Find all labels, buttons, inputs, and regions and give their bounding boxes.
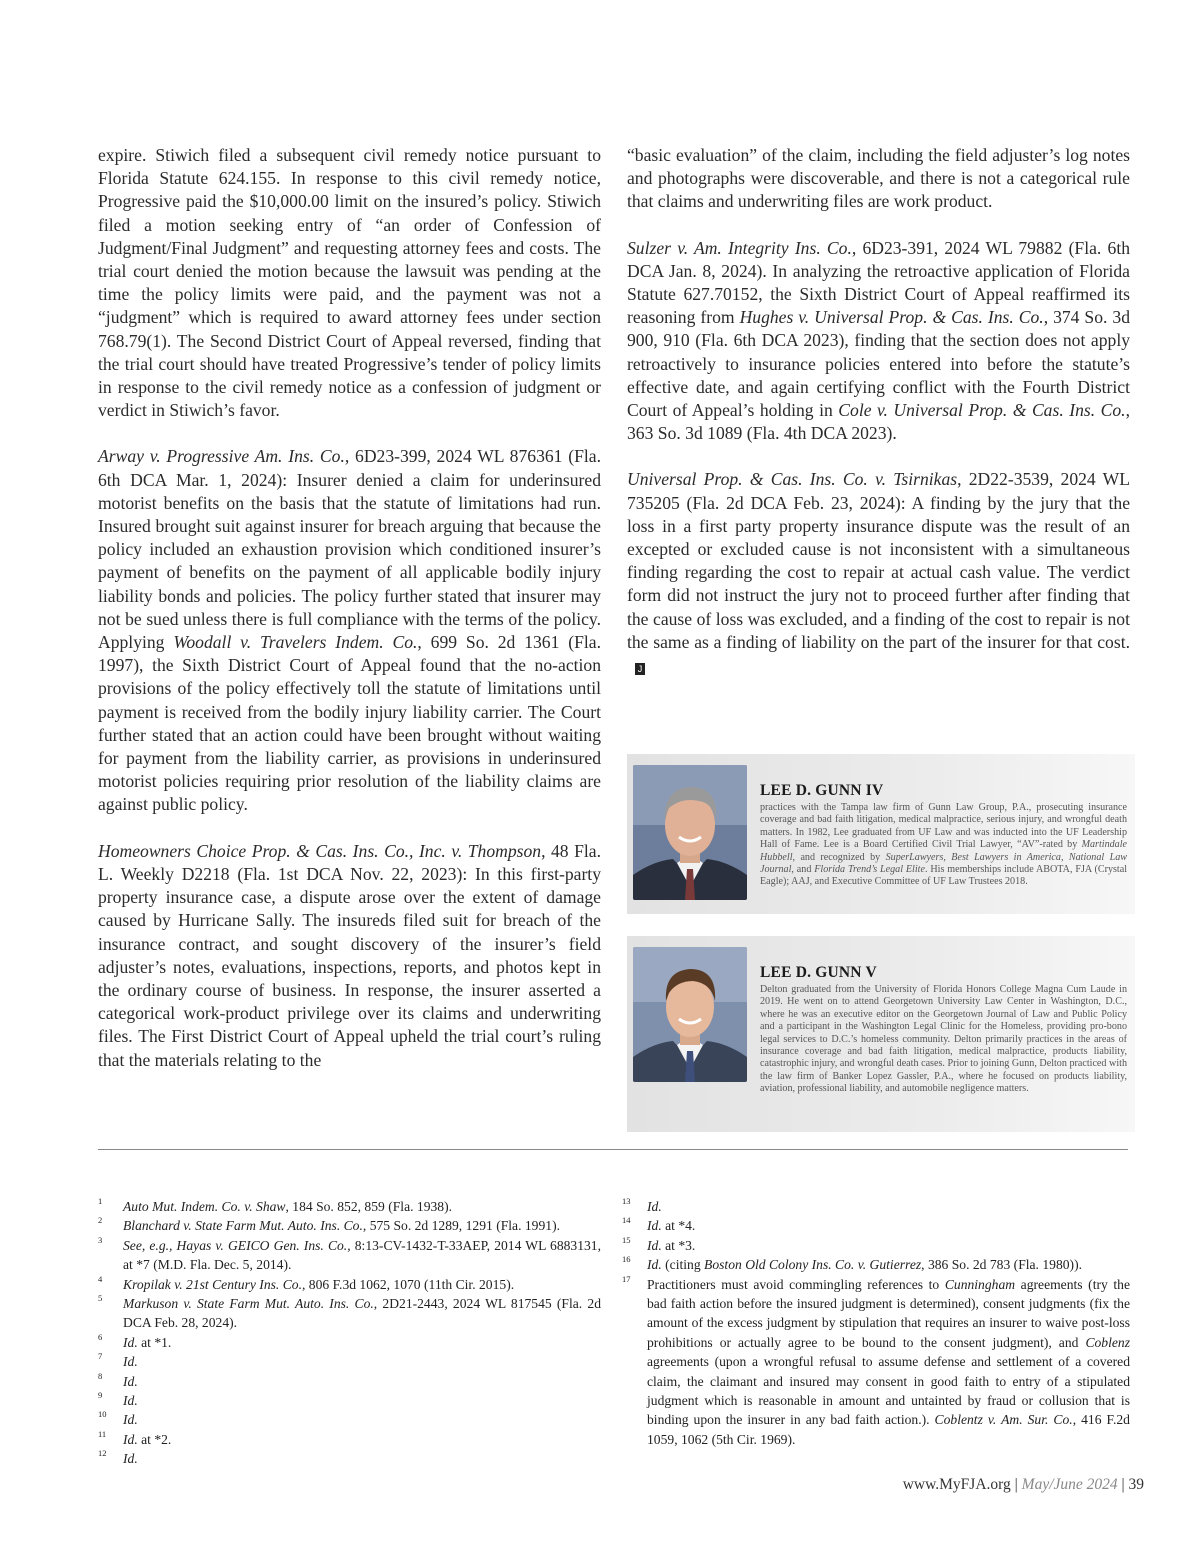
author-bio-gunn-iv: [627, 754, 1135, 914]
text: , 48 Fla. L. Weekly D2218 (Fla. 1st DCA Nov. 22, 2023): In this first-party property insurance case, a dispute arose over the extent of damage caused by Hurricane Sally. The insureds filed suit for breach of the insurance contract, and sought discovery of the insurer’s field adjuster’s notes, evaluations, inspections, reports, and photos kept in the ordinary course of business. In response, the insurer asserted a categorical work-product privilege over its claims and underwriting files. The First District Court of Appeal upheld the trial court’s ruling that the materials relating to the: [98, 840, 602, 1070]
text: Coblenz: [1085, 1334, 1130, 1350]
footnote-number: 15: [622, 1234, 631, 1245]
footnote: [98, 1449, 601, 1468]
right-column: [627, 144, 1130, 677]
footnote: [98, 1216, 601, 1235]
text: Id.: [647, 1199, 662, 1214]
text: , 575 So. 2d 1289, 1291 (Fla. 1991).: [362, 1218, 560, 1234]
case-name: Universal Prop. & Cas. Ins. Co. v. Tsirnikas: [627, 469, 958, 490]
text: Auto Mut. Indem. Co. v. Shaw: [123, 1199, 286, 1214]
text: , 6D23-399, 2024 WL 876361 (Fla. 6th DCA Mar. 1, 2024): Insurer denied a claim for underinsured motorist benefits on the basis that the statute of limitations had run. Insured brought suit against insurer for breach arguing that because the policy included an exhaustion provision which conditioned insurer’s payment of benefits on the payment of all applicable bodily injury liability bonds and policies. The policy further stated that insurer may not be sued unless there is full compliance with the terms of the policy. Applying: [98, 446, 601, 653]
footnote: [622, 1236, 1130, 1255]
footnote: [98, 1410, 601, 1429]
text: Id.: [123, 1334, 138, 1350]
text: Boston Old Colony Ins. Co. v. Gutierrez: [704, 1257, 922, 1273]
text: (citing: [661, 1257, 705, 1273]
footnote: [98, 1294, 601, 1333]
website-link[interactable]: www.MyFJA.org: [902, 1476, 1011, 1493]
text: Blanchard v. State Farm Mut. Auto. Ins. Co.: [123, 1218, 363, 1234]
footnote: [98, 1236, 601, 1275]
footnote-number: 7: [98, 1351, 103, 1362]
text: Practitioners must avoid commingling references to: [647, 1276, 945, 1292]
paragraph-stiwich: expire. Stiwich filed a subsequent civil remedy notice pursuant to Florida Statute 624.155. In response to this civil remedy notice, Progressive paid the $10,000.00 limit on the insured’s policy. Stiwich filed a motion seeking entry of “an order of Confession of Judgment/Final Judgment” and requesting attorney fees and costs. The trial court denied the motion because the lawsuit was pending at the time the policy limits were paid, and the payment was not a “judgment” which is required to award attorney fees under section 768.79(1). The Second District Court of Appeal reversed, finding that the trial court should have treated Progressive’s tender of policy limits in response to the civil remedy notice as a confession of judgment or verdict in Stiwich’s favor.: [98, 145, 601, 421]
case-name: Hughes v. Universal Prop. & Cas. Ins. Co.: [739, 307, 1044, 328]
text: Kropilak v. 21st Century Ins. Co.: [123, 1276, 302, 1292]
text: agreements (upon a wrongful refusal to assume defense and settlement of a covered claim, the claimant and insured may consent in good faith to entry of a stipulated judgment which is reasonable in amount and untainted by fraud or collusion that is binding upon the insurer in any bad faith action.).: [647, 1354, 1130, 1428]
text: , 6D23-391, 2024 WL 79882 (Fla. 6th DCA Jan. 8, 2024). In analyzing the retroactive application of Florida Statute 627.70152, the Sixth District Court of Appeal reaffirmed its reasoning from: [627, 237, 1130, 328]
footnotes-left: [98, 1197, 601, 1469]
text: at *4.: [661, 1218, 696, 1234]
text: , 363 So. 3d 1089 (Fla. 4th DCA 2023).: [627, 400, 1130, 444]
footnote-number: 13: [622, 1196, 631, 1206]
end-mark-icon: J: [635, 663, 645, 675]
separator: |: [1010, 1476, 1022, 1493]
case-name: Arway v. Progressive Am. Ins. Co.: [98, 446, 345, 467]
left-column: [98, 144, 601, 1072]
portrait-icon: [633, 947, 747, 1082]
text: , 184 So. 852, 859 (Fla. 1938).: [285, 1199, 453, 1214]
text: Martindale Hubbell: [760, 839, 1127, 863]
case-name: Woodall v. Travelers Indem. Co.: [173, 632, 418, 653]
text: , 374 So. 3d 900, 910 (Fla. 6th DCA 2023), finding that the section does not apply retroactively to insurance policies entered into before the statute’s effective date, and again certifying conflict with the Fourth District Court of Appeal’s holding in: [627, 307, 1130, 421]
text: Id.: [123, 1373, 138, 1389]
footnote: [622, 1255, 1130, 1274]
footnote-divider: [98, 1149, 1128, 1150]
text: Id.: [123, 1431, 138, 1447]
footnote: [622, 1216, 1130, 1235]
paragraph-sulzer: [627, 237, 1130, 446]
bio-text: [760, 782, 1127, 889]
text: , 699 So. 2d 1361 (Fla. 1997), the Sixth District Court of Appeal found that the no-action provisions of the policy effectively toll the statute of limitations until payment is received from the bodily injury liability carrier. The Court further stated that an action could have been brought without waiting for payment from the liability carrier, as provisions in underinsured motorist policies requiring prior resolution of the liability claims are against public policy.: [98, 632, 601, 815]
footnote: [98, 1430, 601, 1449]
text: Id.: [123, 1393, 138, 1409]
author-bio-gunn-v: [627, 936, 1135, 1132]
text: . His memberships include ABOTA, FJA (Crystal Eagle); AAJ, and Executive Committee of UF Law Trustees 2018.: [760, 864, 1128, 888]
footnote-number: 17: [622, 1273, 631, 1284]
text: , 806 F.3d 1062, 1070 (11th Cir. 2015).: [301, 1276, 515, 1292]
paragraph-arway: [98, 445, 601, 816]
footnote-number: 2: [98, 1215, 103, 1226]
footnote: [98, 1333, 601, 1352]
text: at *1.: [137, 1334, 172, 1350]
author-name: LEE D. GUNN IV: [760, 782, 884, 799]
text: SuperLawyers, Best Lawyers in America, National Law Journal: [760, 851, 1128, 876]
text: , 2D21-2443, 2024 WL 817545 (Fla. 2d DCA Feb. 28, 2024).: [123, 1296, 602, 1331]
footnote-number: 1: [98, 1196, 103, 1206]
footnote-number: 5: [98, 1293, 103, 1304]
footnote-number: 6: [98, 1331, 103, 1342]
footnote-number: 11: [98, 1428, 107, 1439]
footnote: [622, 1275, 1130, 1450]
text: See, e.g., Hayas v. GEICO Gen. Ins. Co.: [123, 1237, 348, 1253]
case-name: Sulzer v. Am. Integrity Ins. Co.: [627, 237, 852, 258]
text: Id.: [647, 1257, 662, 1273]
text: Florida Trend’s Legal Elite: [814, 864, 925, 876]
text: agreements (try the bad faith action before the insured judgment is determined), consent judgments (fix the amount of the excess judgment by stipulation that requires an insurer to waive post-loss prohibitions or actually agree to be bound to the consent judgment), and: [647, 1276, 1130, 1350]
text: Id.: [123, 1451, 138, 1467]
paragraph-continuation: “basic evaluation” of the claim, including the field adjuster’s log notes and photographs were discoverable, and there is not a categorical rule that claims and underwriting files are work product.: [627, 145, 1130, 212]
text: , 416 F.2d 1059, 1062 (5th Cir. 1969).: [647, 1412, 1130, 1447]
author-photo: [633, 947, 747, 1082]
issue-date: May/June 2024: [1021, 1476, 1118, 1493]
text: , and recognized by: [792, 851, 886, 863]
separator: |: [1117, 1476, 1129, 1493]
bio-text: [760, 964, 1127, 1096]
footnote: [98, 1391, 601, 1410]
text: Markuson v. State Farm Mut. Auto. Ins. Co.: [123, 1296, 374, 1312]
footnotes-right: [622, 1197, 1130, 1449]
footnote: [98, 1275, 601, 1294]
portrait-icon: [633, 765, 747, 900]
text: Cunningham: [944, 1276, 1016, 1292]
footnote-number: 3: [98, 1234, 103, 1245]
footnote: [98, 1352, 601, 1371]
footnote-number: 10: [98, 1409, 107, 1420]
text: Id.: [123, 1412, 138, 1428]
page-footer: [903, 1476, 1144, 1494]
footnote: [622, 1197, 1130, 1216]
case-name: Cole v. Universal Prop. & Cas. Ins. Co.: [838, 400, 1126, 421]
text: practices with the Tampa law firm of Gunn Law Group, P.A., prosecuting insurance coverage and bad faith litigation, medical malpractice, serious injury, and wrongful death matters. In 1982, Lee graduated from UF Law and was inducted into the UF Leadership Hall of Fame. Lee is a Board Certified Civil Trial Lawyer, “AV”-rated by: [760, 802, 1127, 851]
footnote-number: 12: [98, 1448, 107, 1459]
footnote-number: 14: [622, 1215, 631, 1226]
text: at *2.: [137, 1431, 172, 1447]
author-description: Delton graduated from the University of Florida Honors College Magna Cum Laude in 2019. He went on to attend Georgetown University Law Center in Washington, D.C., where he was an executive editor on the Georgetown Journal of Law and Public Policy and a participant in the Washington Legal Clinic for the Homeless, providing pro-bono legal services to D.C.’s homeless community. Delton primarily practices in the areas of insurance coverage and bad faith litigation, medical malpractice, products liability, catastrophic injury, and wrongful death cases. Prior to joining Gunn, Delton practiced with the law firm of Banker Lopez Gassler, P.A., where he focused on products liability, aviation, professional liability, and automobile negligence matters.: [760, 984, 1127, 1095]
footnote: [98, 1372, 601, 1391]
text: Coblentz v. Am. Sur. Co.: [934, 1412, 1073, 1428]
footnote-number: 16: [622, 1254, 631, 1265]
text: Id.: [647, 1218, 662, 1234]
text: , 386 So. 2d 783 (Fla. 1980)).: [921, 1257, 1082, 1273]
text: , 2D22-3539, 2024 WL 735205 (Fla. 2d DCA Feb. 23, 2024): A finding by the jury that the loss in a first party property insurance dispute was the result of an excepted or excluded cause is not inconsistent with a simultaneous finding regarding the cost to repair at actual cash value. The verdict form did not instruct the jury not to proceed further after finding that the cause of loss was excluded, and a finding of the cost to repair is not the same as a finding of liability on the part of the insurer for that cost.: [627, 469, 1130, 652]
page-number: 39: [1128, 1476, 1144, 1493]
footnote: [98, 1197, 601, 1216]
footnote-number: 8: [98, 1370, 103, 1381]
text: , and: [791, 864, 815, 876]
footnote-number: 9: [98, 1390, 103, 1401]
footnote-number: 4: [98, 1273, 103, 1284]
text: Id.: [647, 1237, 662, 1253]
text: , 8:13-CV-1432-T-33AEP, 2014 WL 6883131, at *7 (M.D. Fla. Dec. 5, 2014).: [123, 1237, 602, 1273]
paragraph-tsirnikas: [627, 468, 1130, 677]
author-photo: [633, 765, 747, 900]
text: at *3.: [661, 1237, 696, 1253]
author-name: LEE D. GUNN V: [760, 964, 877, 981]
case-name: Homeowners Choice Prop. & Cas. Ins. Co., Inc. v. Thompson: [98, 840, 542, 861]
author-description: [760, 802, 1127, 889]
paragraph-homeowners: [98, 840, 601, 1072]
text: Id.: [123, 1354, 138, 1370]
